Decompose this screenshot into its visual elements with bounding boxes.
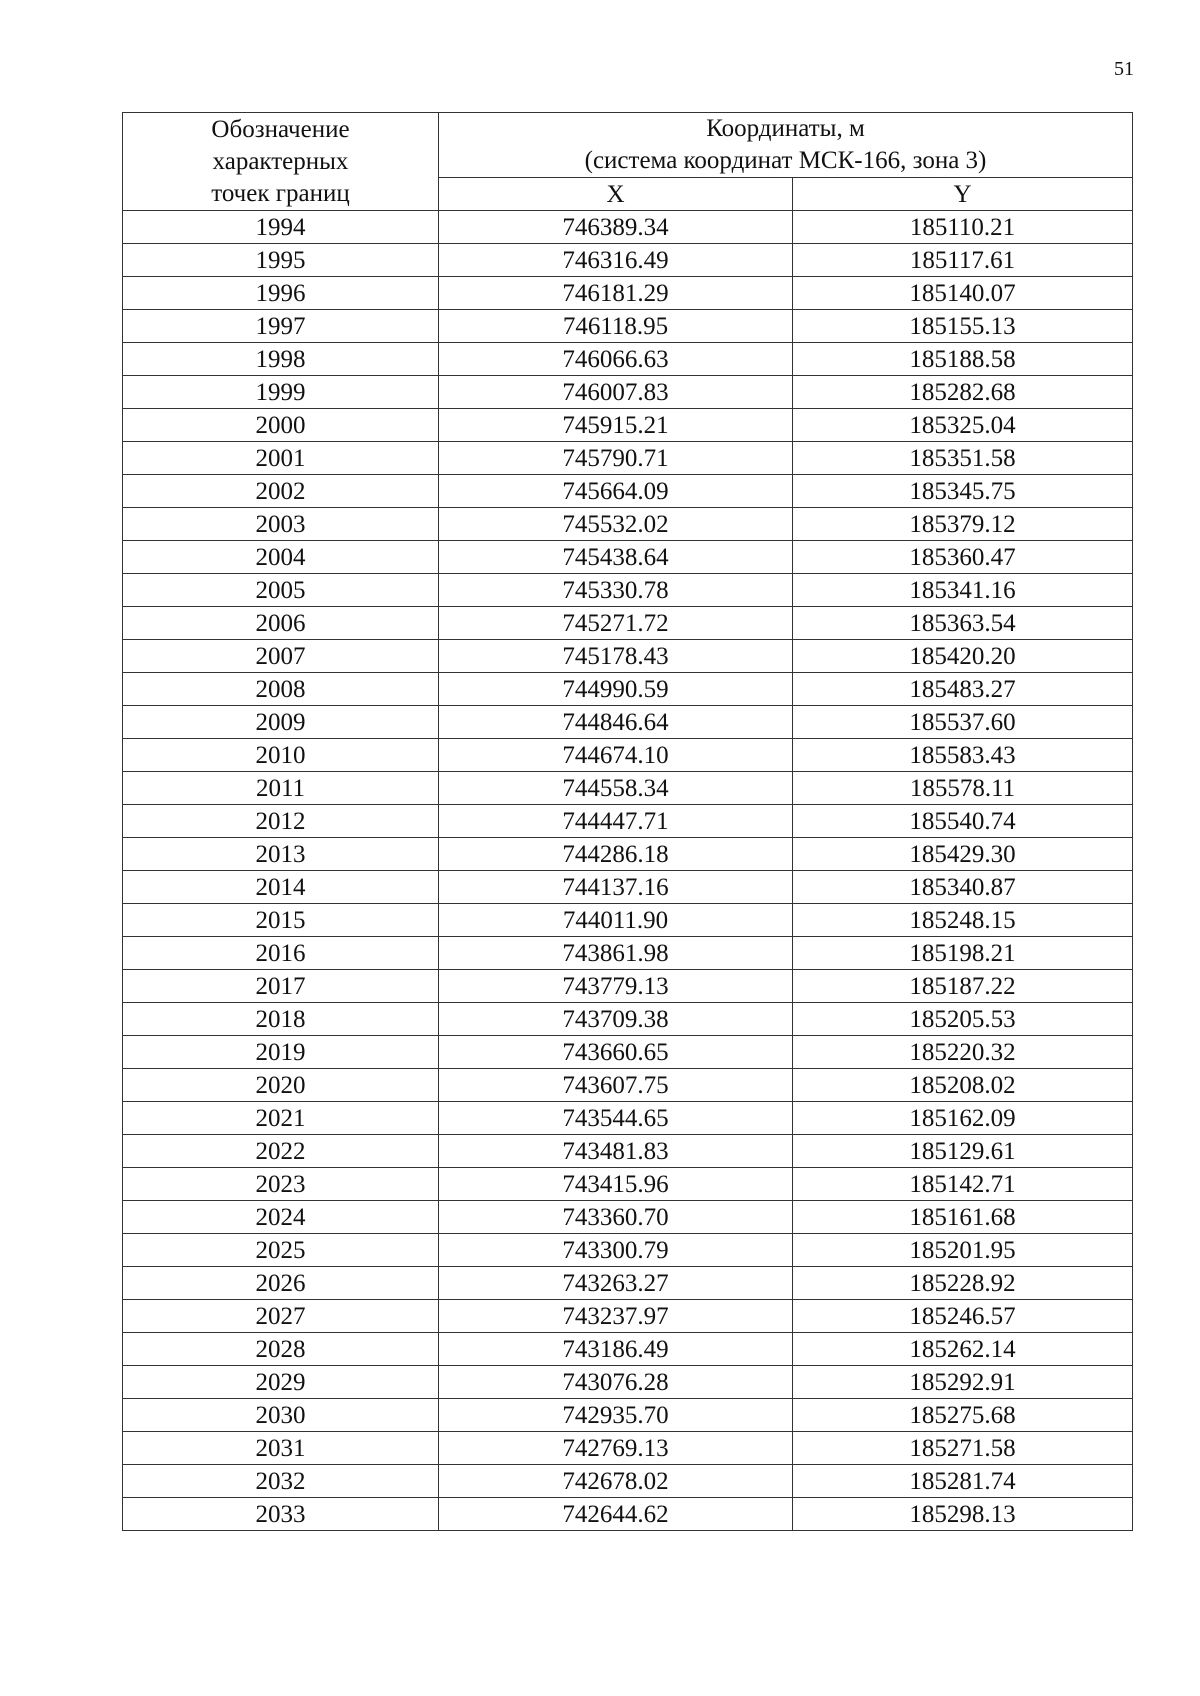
x-cell: 743544.65 xyxy=(439,1102,793,1135)
y-cell: 185271.58 xyxy=(793,1432,1133,1465)
table-row xyxy=(123,1168,1133,1201)
x-cell: 746007.83 xyxy=(439,376,793,409)
designation-header-line: характерных xyxy=(212,147,349,175)
y-cell: 185282.68 xyxy=(793,376,1133,409)
x-cell: 742644.62 xyxy=(439,1498,793,1531)
point-cell: 2003 xyxy=(123,508,439,541)
y-cell: 185292.91 xyxy=(793,1366,1133,1399)
x-cell: 743186.49 xyxy=(439,1333,793,1366)
point-cell: 2012 xyxy=(123,805,439,838)
table-row xyxy=(123,1366,1133,1399)
point-cell: 2018 xyxy=(123,1003,439,1036)
x-cell: 743263.27 xyxy=(439,1267,793,1300)
table-row xyxy=(123,541,1133,574)
y-cell: 185155.13 xyxy=(793,310,1133,343)
table-row xyxy=(123,343,1133,376)
point-cell: 2023 xyxy=(123,1168,439,1201)
x-cell: 744011.90 xyxy=(439,904,793,937)
point-cell: 2021 xyxy=(123,1102,439,1135)
point-cell: 2031 xyxy=(123,1432,439,1465)
x-cell: 745915.21 xyxy=(439,409,793,442)
x-cell: 743861.98 xyxy=(439,937,793,970)
point-cell: 2026 xyxy=(123,1267,439,1300)
x-cell: 745532.02 xyxy=(439,508,793,541)
table-row xyxy=(123,376,1133,409)
y-cell: 185345.75 xyxy=(793,475,1133,508)
y-cell: 185483.27 xyxy=(793,673,1133,706)
table-row xyxy=(123,1036,1133,1069)
coordinates-header xyxy=(439,113,1133,178)
table-row xyxy=(123,937,1133,970)
table-row xyxy=(123,1498,1133,1531)
point-cell: 2011 xyxy=(123,772,439,805)
x-cell: 743660.65 xyxy=(439,1036,793,1069)
y-cell: 185208.02 xyxy=(793,1069,1133,1102)
point-cell: 2029 xyxy=(123,1366,439,1399)
table-row xyxy=(123,772,1133,805)
y-cell: 185142.71 xyxy=(793,1168,1133,1201)
y-cell: 185583.43 xyxy=(793,739,1133,772)
x-cell: 744674.10 xyxy=(439,739,793,772)
point-cell: 1994 xyxy=(123,211,439,244)
point-cell: 2020 xyxy=(123,1069,439,1102)
table-row xyxy=(123,805,1133,838)
table-row xyxy=(123,277,1133,310)
x-cell: 742769.13 xyxy=(439,1432,793,1465)
y-cell: 185140.07 xyxy=(793,277,1133,310)
table-row xyxy=(123,508,1133,541)
coordinates-header-line: (система координат МСК-166, зона 3) xyxy=(584,147,987,174)
y-cell: 185246.57 xyxy=(793,1300,1133,1333)
x-cell: 743709.38 xyxy=(439,1003,793,1036)
point-cell: 2017 xyxy=(123,970,439,1003)
point-cell: 2015 xyxy=(123,904,439,937)
y-cell: 185162.09 xyxy=(793,1102,1133,1135)
table-row xyxy=(123,1003,1133,1036)
table-row xyxy=(123,871,1133,904)
y-cell: 185429.30 xyxy=(793,838,1133,871)
y-cell: 185281.74 xyxy=(793,1465,1133,1498)
point-cell: 2033 xyxy=(123,1498,439,1531)
y-header: Y xyxy=(793,178,1133,211)
table-header xyxy=(123,113,1133,211)
point-cell: 1998 xyxy=(123,343,439,376)
x-cell: 746316.49 xyxy=(439,244,793,277)
table-row xyxy=(123,706,1133,739)
table-row xyxy=(123,244,1133,277)
table-row xyxy=(123,1432,1133,1465)
coordinates-table xyxy=(122,112,1133,1531)
point-cell: 2009 xyxy=(123,706,439,739)
table-row xyxy=(123,1069,1133,1102)
y-cell: 185220.32 xyxy=(793,1036,1133,1069)
x-header: X xyxy=(439,178,793,211)
point-cell: 2022 xyxy=(123,1135,439,1168)
y-cell: 185228.92 xyxy=(793,1267,1133,1300)
point-cell: 2000 xyxy=(123,409,439,442)
y-cell: 185187.22 xyxy=(793,970,1133,1003)
point-cell: 1995 xyxy=(123,244,439,277)
point-cell: 2002 xyxy=(123,475,439,508)
designation-header-line: Обозначение xyxy=(211,115,350,143)
point-cell: 1999 xyxy=(123,376,439,409)
y-cell: 185537.60 xyxy=(793,706,1133,739)
y-cell: 185117.61 xyxy=(793,244,1133,277)
point-cell: 2007 xyxy=(123,640,439,673)
table-row xyxy=(123,574,1133,607)
table-row xyxy=(123,673,1133,706)
table-row xyxy=(123,1234,1133,1267)
x-cell: 744447.71 xyxy=(439,805,793,838)
x-cell: 745330.78 xyxy=(439,574,793,607)
point-cell: 2030 xyxy=(123,1399,439,1432)
y-cell: 185360.47 xyxy=(793,541,1133,574)
point-cell: 2016 xyxy=(123,937,439,970)
point-cell: 2028 xyxy=(123,1333,439,1366)
page-number: 51 xyxy=(1114,58,1134,80)
x-cell: 743779.13 xyxy=(439,970,793,1003)
x-cell: 745271.72 xyxy=(439,607,793,640)
x-cell: 744846.64 xyxy=(439,706,793,739)
designation-header-line: точек границ xyxy=(211,179,350,207)
point-cell: 2014 xyxy=(123,871,439,904)
point-cell: 2001 xyxy=(123,442,439,475)
y-cell: 185340.87 xyxy=(793,871,1133,904)
y-cell: 185129.61 xyxy=(793,1135,1133,1168)
y-cell: 185248.15 xyxy=(793,904,1133,937)
point-cell: 2032 xyxy=(123,1465,439,1498)
y-cell: 185341.16 xyxy=(793,574,1133,607)
y-cell: 185188.58 xyxy=(793,343,1133,376)
x-cell: 743237.97 xyxy=(439,1300,793,1333)
x-cell: 745178.43 xyxy=(439,640,793,673)
y-cell: 185198.21 xyxy=(793,937,1133,970)
y-cell: 185110.21 xyxy=(793,211,1133,244)
x-cell: 743360.70 xyxy=(439,1201,793,1234)
x-cell: 743076.28 xyxy=(439,1366,793,1399)
table-row xyxy=(123,1267,1133,1300)
point-cell: 2004 xyxy=(123,541,439,574)
point-cell: 2005 xyxy=(123,574,439,607)
coordinates-header-line: Координаты, м xyxy=(706,115,865,142)
y-cell: 185363.54 xyxy=(793,607,1133,640)
table-row xyxy=(123,1300,1133,1333)
y-cell: 185201.95 xyxy=(793,1234,1133,1267)
x-cell: 742678.02 xyxy=(439,1465,793,1498)
table-row xyxy=(123,310,1133,343)
y-cell: 185578.11 xyxy=(793,772,1133,805)
table-row xyxy=(123,475,1133,508)
y-cell: 185351.58 xyxy=(793,442,1133,475)
point-cell: 1997 xyxy=(123,310,439,343)
y-cell: 185262.14 xyxy=(793,1333,1133,1366)
x-cell: 746389.34 xyxy=(439,211,793,244)
x-cell: 746181.29 xyxy=(439,277,793,310)
table-row xyxy=(123,838,1133,871)
point-cell: 2025 xyxy=(123,1234,439,1267)
table-row xyxy=(123,442,1133,475)
point-cell: 2010 xyxy=(123,739,439,772)
x-cell: 744137.16 xyxy=(439,871,793,904)
y-cell: 185275.68 xyxy=(793,1399,1133,1432)
x-cell: 743415.96 xyxy=(439,1168,793,1201)
table-row xyxy=(123,1102,1133,1135)
table-row xyxy=(123,1333,1133,1366)
y-cell: 185379.12 xyxy=(793,508,1133,541)
x-cell: 743481.83 xyxy=(439,1135,793,1168)
point-cell: 2024 xyxy=(123,1201,439,1234)
x-cell: 745438.64 xyxy=(439,541,793,574)
table-row xyxy=(123,640,1133,673)
point-cell: 1996 xyxy=(123,277,439,310)
table-row xyxy=(123,1399,1133,1432)
table-row xyxy=(123,409,1133,442)
table-row xyxy=(123,607,1133,640)
x-cell: 746118.95 xyxy=(439,310,793,343)
point-cell: 2006 xyxy=(123,607,439,640)
x-cell: 744990.59 xyxy=(439,673,793,706)
y-cell: 185161.68 xyxy=(793,1201,1133,1234)
table-row xyxy=(123,739,1133,772)
table-row xyxy=(123,1201,1133,1234)
x-cell: 744286.18 xyxy=(439,838,793,871)
table-row xyxy=(123,1135,1133,1168)
y-cell: 185205.53 xyxy=(793,1003,1133,1036)
point-cell: 2027 xyxy=(123,1300,439,1333)
y-cell: 185420.20 xyxy=(793,640,1133,673)
x-cell: 743300.79 xyxy=(439,1234,793,1267)
table-row xyxy=(123,970,1133,1003)
table-row xyxy=(123,1465,1133,1498)
y-cell: 185540.74 xyxy=(793,805,1133,838)
table-row xyxy=(123,904,1133,937)
designation-header xyxy=(123,113,439,211)
y-cell: 185325.04 xyxy=(793,409,1133,442)
x-cell: 745790.71 xyxy=(439,442,793,475)
x-cell: 742935.70 xyxy=(439,1399,793,1432)
table-body xyxy=(123,211,1133,1531)
point-cell: 2008 xyxy=(123,673,439,706)
table-row xyxy=(123,211,1133,244)
y-cell: 185298.13 xyxy=(793,1498,1133,1531)
point-cell: 2019 xyxy=(123,1036,439,1069)
point-cell: 2013 xyxy=(123,838,439,871)
x-cell: 746066.63 xyxy=(439,343,793,376)
x-cell: 743607.75 xyxy=(439,1069,793,1102)
x-cell: 744558.34 xyxy=(439,772,793,805)
x-cell: 745664.09 xyxy=(439,475,793,508)
